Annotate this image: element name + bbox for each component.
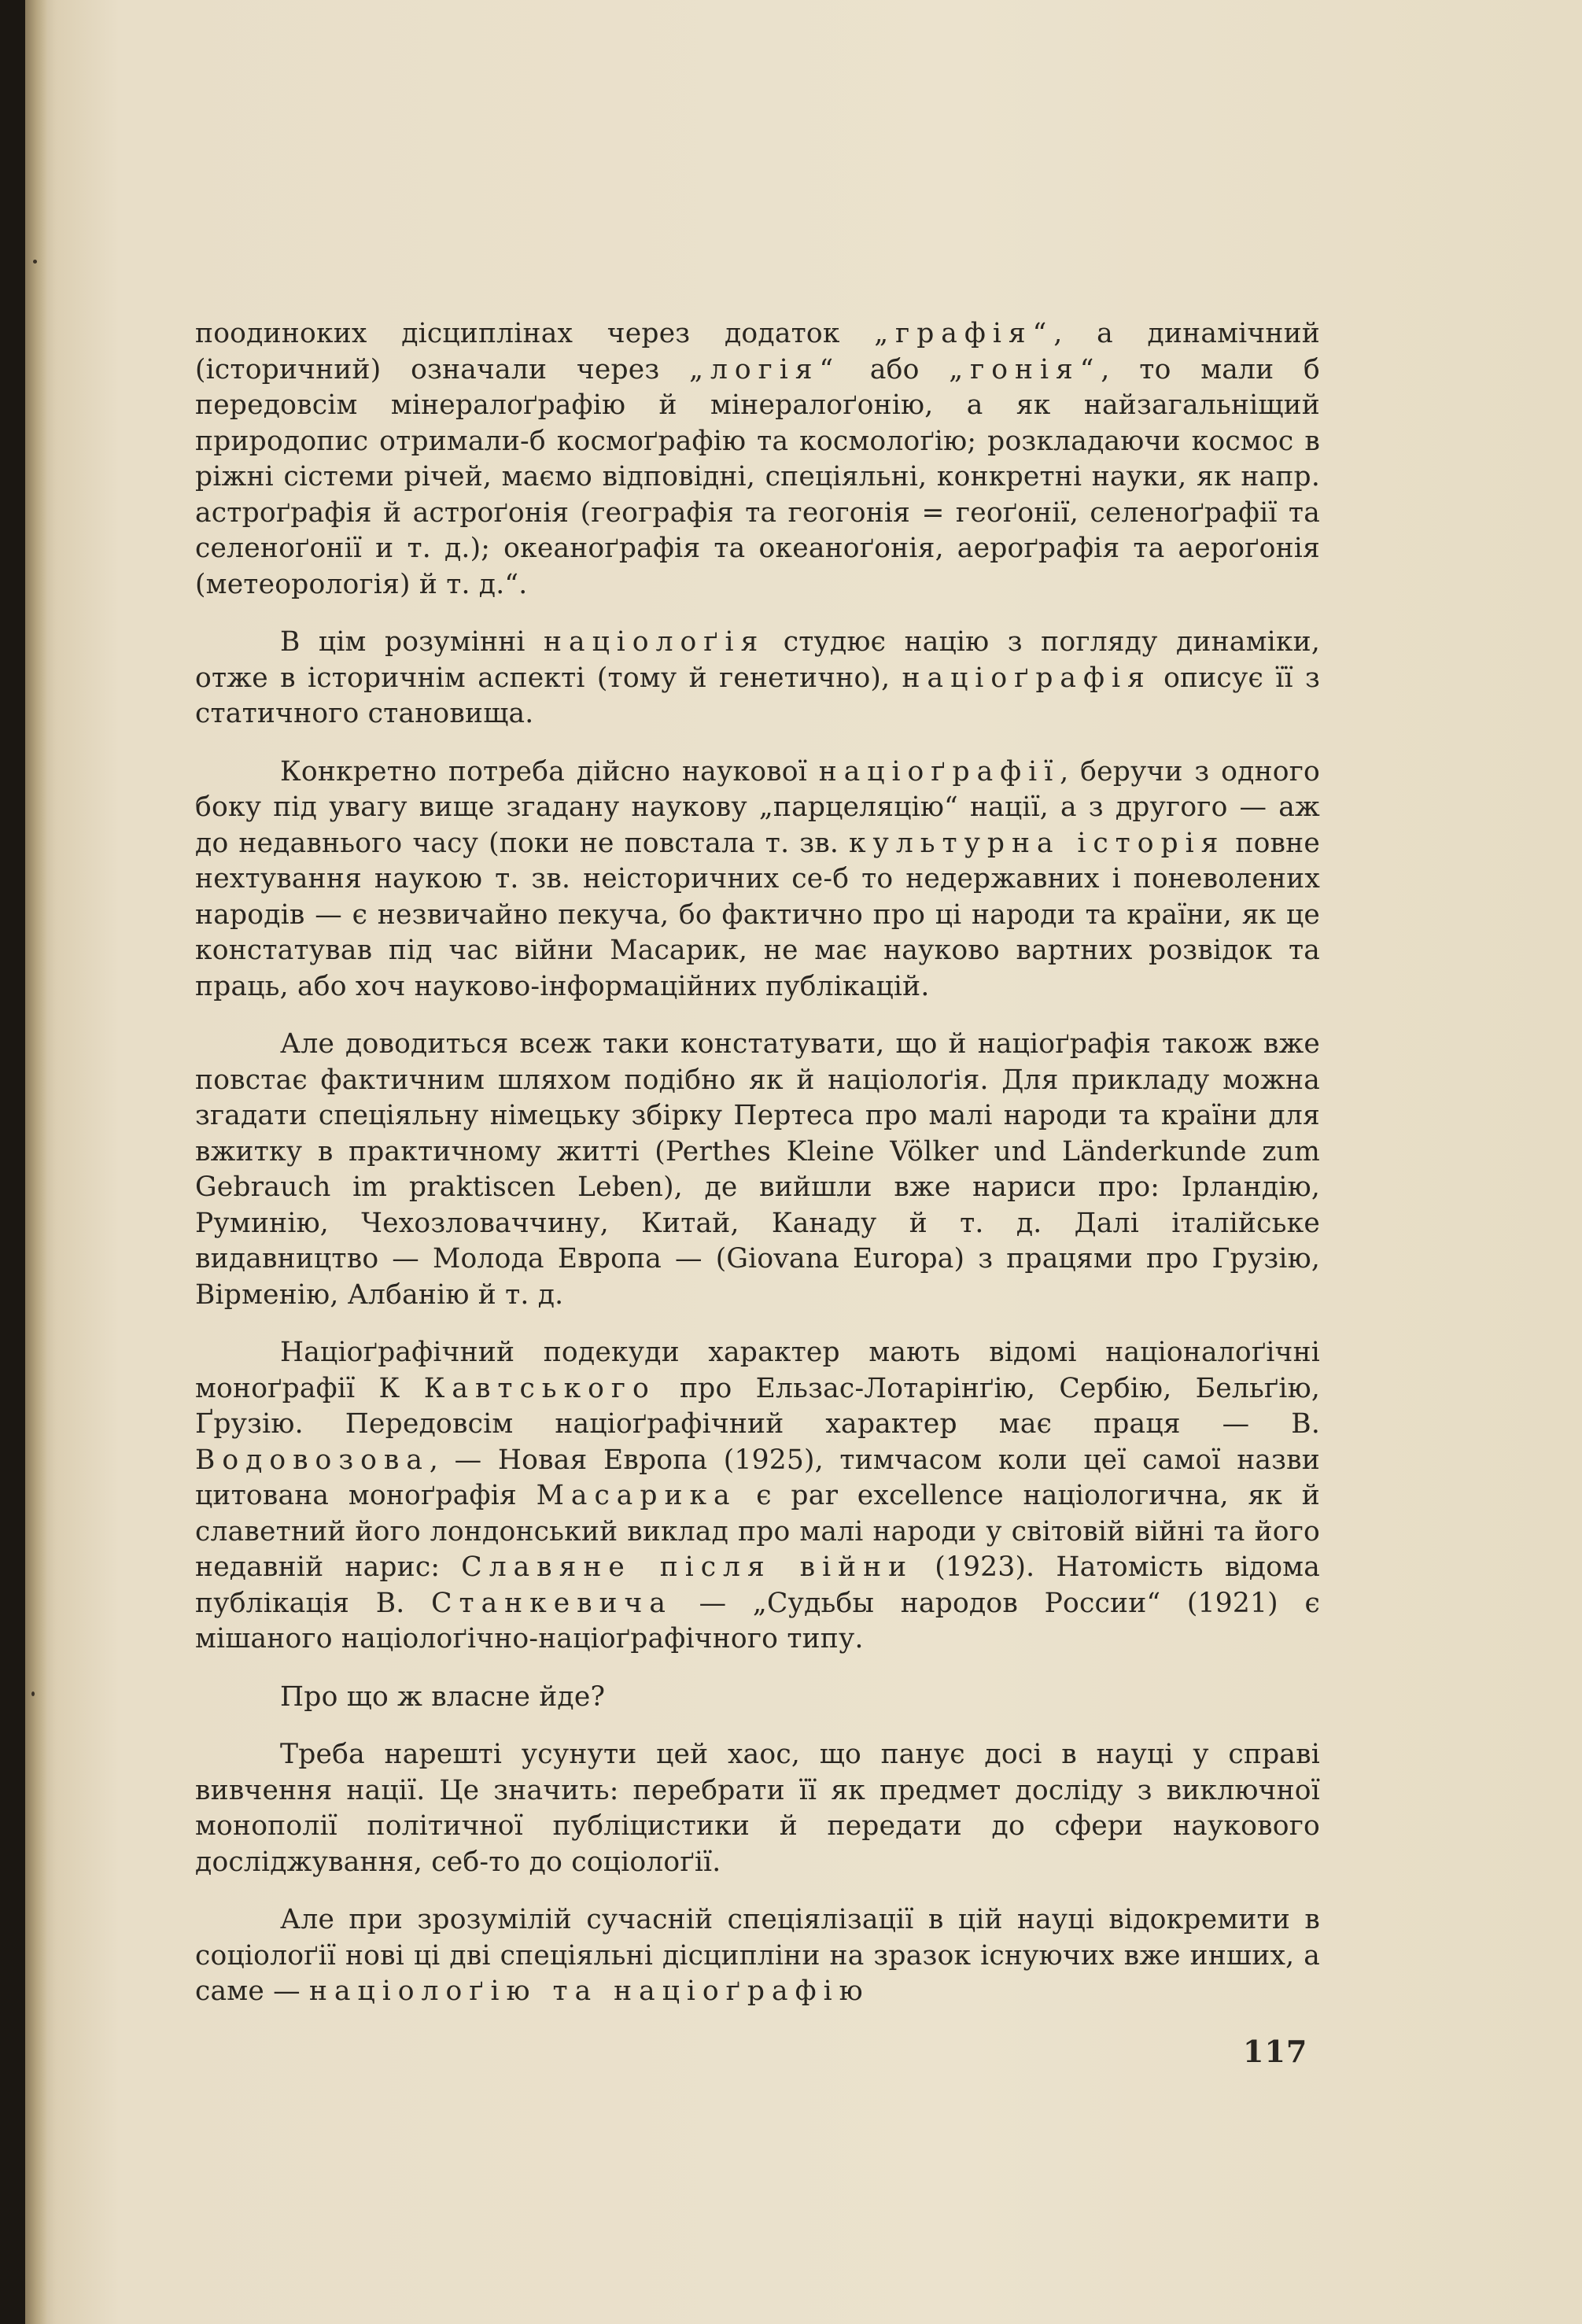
text-run: (1923). Натомість відома публікація В.	[195, 1551, 1320, 1619]
paragraph	[195, 754, 1320, 1005]
text-run: , то мали б передовсім мінералоґрафію й мінералоґонію, а як найзагальніщий природопис отримали-б космоґрафію та космолоґію; розкладаючи космос в ріжні сістеми річей, маємо відповідні, спеціяльні, конкретні науки, як напр. астроґрафія й астроґонія (географія та геогонія = геоґонії, селеноґрафії та селеноґонії и т. д.); океаноґрафія та океаноґонія, аероґрафія та аероґонія (метеорологія) й т. д.“.	[195, 353, 1321, 600]
print-speck	[33, 260, 37, 264]
emphasized-text: націолоґія	[544, 626, 765, 658]
paragraph	[195, 1737, 1320, 1880]
paragraph	[195, 625, 1320, 732]
emphasized-text: Масарика	[536, 1480, 737, 1511]
text-run: повне нехтування наукою т. зв. неісторичних се-б то недержавних і поневолених народів — є незвичайно пекуча, бо фактично про ці народи та країни, як це констатував під час війни Масарик, не має науково вартних розвідок та праць, або хоч науково-інформаційних публікацій.	[195, 827, 1320, 1002]
text-run: , беручи з одного боку під увагу вище згадану наукову „парцеляцію“ нації, а з другого — аж до недавнього часу (поки не повстала т. зв.	[195, 755, 1320, 859]
book-page	[25, 0, 1582, 2324]
paragraph	[195, 316, 1320, 603]
print-speck	[31, 1691, 35, 1696]
emphasized-text: націоґрафія	[902, 662, 1152, 694]
text-run: Але доводиться всеж таки констатувати, що й націоґрафія також вже повстає фактичним шляхом подібно як й націолоґія. Для прикладу можна згадати спеціяльну німецьку збірку Пертеса про малі народи та країни для вжитку в практичному житті (Perthes Kleine Völker und Länderkunde zum Gebrauch im praktiscen Leben), де вийшли вже нариси про: Ірландію, Руминію, Чехозловаччину, Китай, Канаду й т. д. Далі італійське видавництво — Молода Европа — (Giovana Europa) з працями про Грузію, Вірменію, Албанію й т. д.	[195, 1028, 1320, 1311]
emphasized-text: Станкевича	[431, 1587, 673, 1619]
text-run: є par excellence націологична, як й славетний його лондонський виклад про малі народи у світовій війні та його недавній нарис:	[195, 1480, 1320, 1583]
emphasized-text: культурна історія	[848, 827, 1226, 859]
emphasized-text: „логія“	[689, 353, 841, 385]
page-number: 117	[1243, 2034, 1308, 2069]
text-run: поодиноких дісциплінах через додаток	[195, 318, 875, 349]
text-run: Конкретно потреба дійсно наукової	[280, 755, 819, 788]
text-run: — „Судьбы народов России“ (1921) є мішаного націолоґічно-націоґрафічного типу.	[195, 1587, 1320, 1654]
paragraph	[195, 1902, 1320, 2010]
emphasized-text: націоґрафії	[818, 755, 1060, 788]
text-run: В цім розумінні	[280, 626, 544, 658]
text-run: Але при зрозумілій сучасній спеціялізації в цій науці відокремити в соціолоґії нові ці дві спеціяльні дісципліни на зразок існуючих вже инших, а саме —	[195, 1904, 1320, 2007]
paragraph	[195, 1335, 1320, 1658]
emphasized-text: „графія“	[874, 318, 1054, 349]
emphasized-text: Славяне після війни	[461, 1551, 914, 1583]
paragraph	[195, 1680, 1320, 1716]
text-run: Націоґрафічний подекуди характер мають відомі націоналоґічні моноґрафії К	[195, 1337, 1320, 1404]
emphasized-text: націолоґію та націоґрафію	[308, 1975, 870, 2007]
text-run: Про що ж власне йде?	[280, 1680, 606, 1713]
emphasized-text: Кавтського	[423, 1372, 656, 1404]
text-run: Треба нарешті усунути цей хаос, що панує досі в науці у справі вивчення нації. Це значить: перебрати її як предмет досліду з виключної монополії політичної публіцистики й передати до сфери наукового досліджування, себ-то до соціолоґії.	[195, 1739, 1320, 1878]
text-run: студює націю з погляду динаміки, отже в історичнім аспекті (тому й генетично),	[195, 626, 1320, 694]
text-run: , а динамічний (історичний) означали через	[195, 318, 1320, 385]
text-run: описує її з статичного становища.	[195, 662, 1321, 729]
text-run: або	[840, 353, 950, 385]
emphasized-text: „гонія“	[949, 353, 1101, 385]
paragraph	[195, 1027, 1320, 1313]
text-run: про Ельзас-Лотарінґію, Сербію, Бельґію, Ґрузію. Передовсім націоґрафічний характер має праця — В.	[195, 1372, 1321, 1440]
text-run: , — Новая Европа (1925), тимчасом коли цеї самої назви цитована моноґрафія	[195, 1444, 1320, 1511]
body-text	[195, 316, 1320, 2032]
page-binding-edge	[25, 0, 47, 2324]
emphasized-text: Водовозова	[195, 1444, 430, 1476]
